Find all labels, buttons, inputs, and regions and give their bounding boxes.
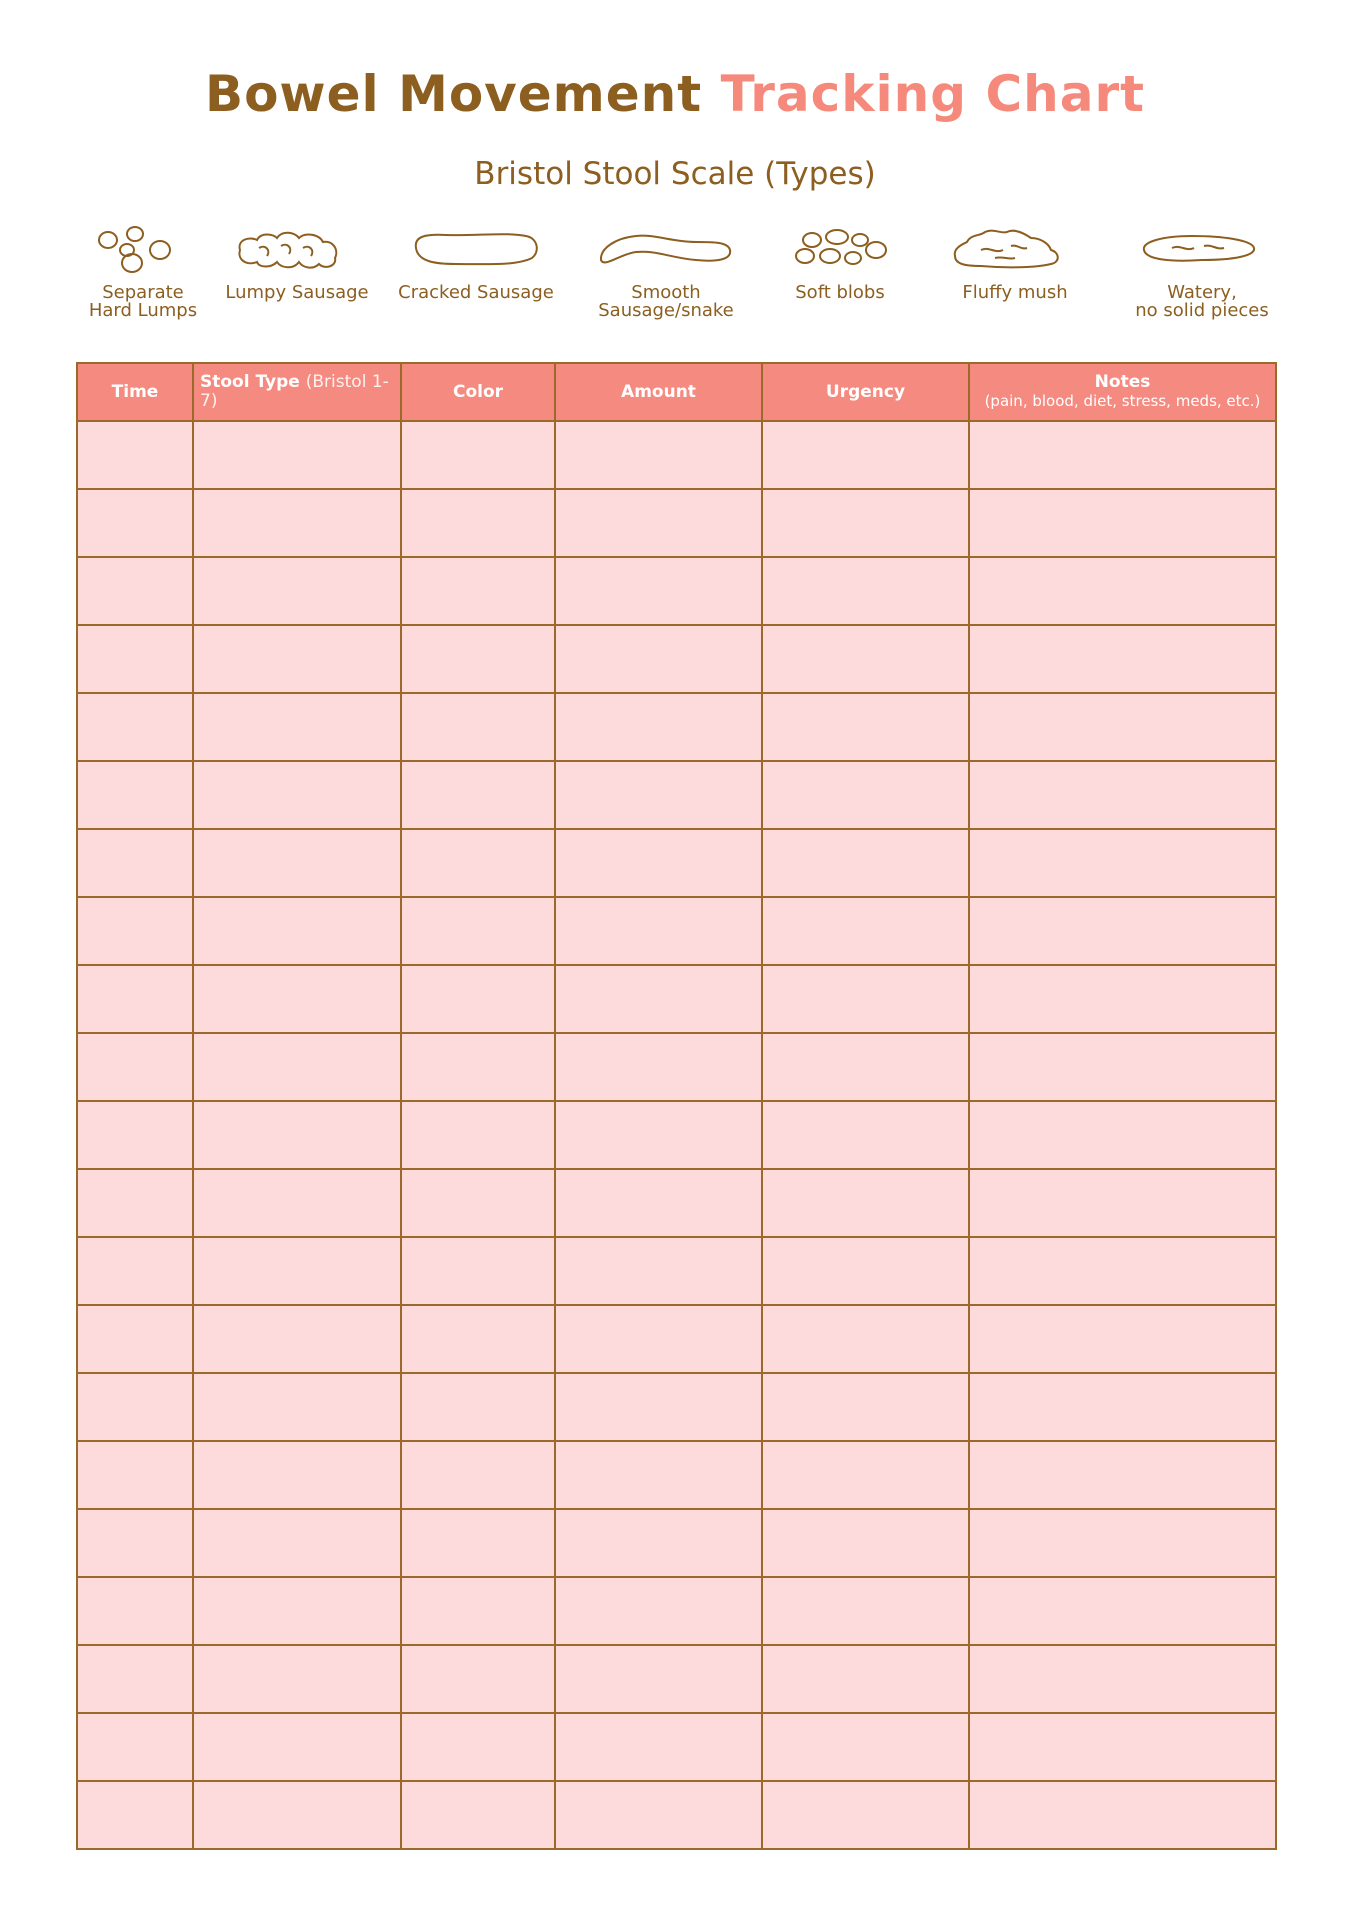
stool-type-label: Soft blobs	[795, 282, 885, 303]
fluffy-mush-icon	[925, 220, 1105, 280]
cell-color[interactable]	[401, 1713, 555, 1781]
cell-color[interactable]	[401, 693, 555, 761]
cell-notes[interactable]	[969, 1713, 1276, 1781]
cell-stool-type[interactable]	[193, 1441, 401, 1509]
cell-notes[interactable]	[969, 557, 1276, 625]
header-urgency: Urgency	[762, 363, 969, 421]
cell-notes[interactable]	[969, 1373, 1276, 1441]
cell-time[interactable]	[77, 625, 193, 693]
cell-color[interactable]	[401, 489, 555, 557]
cell-stool-type[interactable]	[193, 897, 401, 965]
cell-notes[interactable]	[969, 1033, 1276, 1101]
cell-time[interactable]	[77, 1577, 193, 1645]
cell-stool-type[interactable]	[193, 1373, 401, 1441]
cell-stool-type[interactable]	[193, 421, 401, 489]
cell-notes[interactable]	[969, 1237, 1276, 1305]
cell-amount[interactable]	[555, 761, 762, 829]
header-stool-type-label: Stool Type	[200, 372, 300, 392]
cell-color[interactable]	[401, 829, 555, 897]
cell-stool-type[interactable]	[193, 1101, 401, 1169]
cell-notes[interactable]	[969, 1781, 1276, 1849]
cell-color[interactable]	[401, 1645, 555, 1713]
cell-amount[interactable]	[555, 1305, 762, 1373]
table-row	[77, 829, 1276, 897]
stool-type-3	[386, 220, 566, 335]
stool-type-label: Lumpy Sausage	[225, 282, 369, 303]
stool-type-label: Watery, no solid pieces	[1135, 282, 1269, 321]
title-part-1: Bowel Movement	[204, 65, 703, 123]
table-row	[77, 1373, 1276, 1441]
cell-urgency[interactable]	[762, 1305, 969, 1373]
cell-amount[interactable]	[555, 693, 762, 761]
cell-amount[interactable]	[555, 1169, 762, 1237]
header-stool-type	[193, 363, 401, 421]
table-row	[77, 1101, 1276, 1169]
table-row	[77, 421, 1276, 489]
cell-amount[interactable]	[555, 1645, 762, 1713]
cell-urgency[interactable]	[762, 1441, 969, 1509]
soft-blobs-icon	[750, 220, 930, 280]
header-notes	[969, 363, 1276, 421]
title-part-2: Tracking Chart	[720, 65, 1146, 123]
cell-notes[interactable]	[969, 1101, 1276, 1169]
cell-stool-type[interactable]	[193, 625, 401, 693]
cell-urgency[interactable]	[762, 829, 969, 897]
cell-time[interactable]	[77, 1781, 193, 1849]
cell-notes[interactable]	[969, 829, 1276, 897]
cell-urgency[interactable]	[762, 693, 969, 761]
cell-urgency[interactable]	[762, 421, 969, 489]
cell-color[interactable]	[401, 761, 555, 829]
cell-time[interactable]	[77, 1713, 193, 1781]
cell-notes[interactable]	[969, 1509, 1276, 1577]
table-row	[77, 1645, 1276, 1713]
cell-color[interactable]	[401, 965, 555, 1033]
page-title	[0, 62, 1350, 126]
table-row	[77, 1509, 1276, 1577]
cell-amount[interactable]	[555, 1441, 762, 1509]
cell-color[interactable]	[401, 1237, 555, 1305]
header-amount: Amount	[555, 363, 762, 421]
watery-icon	[1112, 220, 1292, 280]
cell-amount[interactable]	[555, 1509, 762, 1577]
table-row	[77, 1577, 1276, 1645]
stool-type-6	[925, 220, 1105, 335]
cell-stool-type[interactable]	[193, 1713, 401, 1781]
cell-urgency[interactable]	[762, 625, 969, 693]
cell-stool-type[interactable]	[193, 1033, 401, 1101]
cell-color[interactable]	[401, 1169, 555, 1237]
cell-amount[interactable]	[555, 1713, 762, 1781]
table-row	[77, 693, 1276, 761]
cell-amount[interactable]	[555, 829, 762, 897]
cell-urgency[interactable]	[762, 897, 969, 965]
cell-amount[interactable]	[555, 1781, 762, 1849]
cell-notes[interactable]	[969, 1577, 1276, 1645]
scale-subtitle: Bristol Stool Scale (Types)	[474, 156, 876, 192]
table-row	[77, 1169, 1276, 1237]
cell-time[interactable]	[77, 829, 193, 897]
cell-color[interactable]	[401, 1781, 555, 1849]
cell-urgency[interactable]	[762, 1237, 969, 1305]
cell-urgency[interactable]	[762, 1373, 969, 1441]
cell-stool-type[interactable]	[193, 1645, 401, 1713]
cell-notes[interactable]	[969, 421, 1276, 489]
cell-urgency[interactable]	[762, 965, 969, 1033]
table-body	[77, 421, 1276, 1849]
cell-notes[interactable]	[969, 897, 1276, 965]
cell-time[interactable]	[77, 761, 193, 829]
stool-type-4	[576, 220, 756, 335]
cell-amount[interactable]	[555, 965, 762, 1033]
cell-urgency[interactable]	[762, 1713, 969, 1781]
stool-types-legend	[0, 220, 1350, 335]
cell-urgency[interactable]	[762, 1509, 969, 1577]
cell-stool-type[interactable]	[193, 1577, 401, 1645]
stool-type-7	[1112, 220, 1292, 335]
cell-notes[interactable]	[969, 761, 1276, 829]
stool-type-label: Smooth Sausage/snake	[598, 282, 734, 321]
cell-notes[interactable]	[969, 1169, 1276, 1237]
cell-notes[interactable]	[969, 1305, 1276, 1373]
stool-type-2	[207, 220, 387, 335]
cell-amount[interactable]	[555, 1237, 762, 1305]
cell-time[interactable]	[77, 965, 193, 1033]
cell-urgency[interactable]	[762, 1645, 969, 1713]
cell-amount[interactable]	[555, 897, 762, 965]
stool-type-label: Separate Hard Lumps	[88, 282, 198, 321]
cell-color[interactable]	[401, 625, 555, 693]
cell-urgency[interactable]	[762, 1101, 969, 1169]
stool-type-1	[53, 220, 233, 335]
table-row	[77, 897, 1276, 965]
cell-amount[interactable]	[555, 557, 762, 625]
cell-stool-type[interactable]	[193, 761, 401, 829]
cell-time[interactable]	[77, 489, 193, 557]
cell-amount[interactable]	[555, 1577, 762, 1645]
cell-amount[interactable]	[555, 489, 762, 557]
table-row	[77, 489, 1276, 557]
cell-urgency[interactable]	[762, 489, 969, 557]
table-row	[77, 1305, 1276, 1373]
table-row	[77, 557, 1276, 625]
cell-color[interactable]	[401, 1305, 555, 1373]
cell-time[interactable]	[77, 1237, 193, 1305]
cell-time[interactable]	[77, 1441, 193, 1509]
cell-stool-type[interactable]	[193, 1305, 401, 1373]
cell-urgency[interactable]	[762, 761, 969, 829]
cell-time[interactable]	[77, 1305, 193, 1373]
cell-time[interactable]	[77, 421, 193, 489]
cell-stool-type[interactable]	[193, 693, 401, 761]
tracking-table	[76, 362, 1277, 1850]
cell-amount[interactable]	[555, 625, 762, 693]
cell-time[interactable]	[77, 1509, 193, 1577]
cell-urgency[interactable]	[762, 1033, 969, 1101]
cell-notes[interactable]	[969, 1441, 1276, 1509]
header-notes-sub: (pain, blood, diet, stress, meds, etc.)	[984, 392, 1261, 410]
cell-time[interactable]	[77, 1033, 193, 1101]
header-time: Time	[77, 363, 193, 421]
cracked-sausage-icon	[386, 220, 566, 280]
cell-color[interactable]	[401, 1033, 555, 1101]
cell-stool-type[interactable]	[193, 1509, 401, 1577]
table-row	[77, 625, 1276, 693]
cell-notes[interactable]	[969, 489, 1276, 557]
cell-color[interactable]	[401, 1577, 555, 1645]
cell-amount[interactable]	[555, 1101, 762, 1169]
cell-time[interactable]	[77, 1101, 193, 1169]
cell-time[interactable]	[77, 693, 193, 761]
cell-notes[interactable]	[969, 625, 1276, 693]
cell-color[interactable]	[401, 421, 555, 489]
cell-color[interactable]	[401, 557, 555, 625]
cell-amount[interactable]	[555, 1373, 762, 1441]
cell-amount[interactable]	[555, 1033, 762, 1101]
cell-amount[interactable]	[555, 421, 762, 489]
stool-type-label: Fluffy mush	[962, 282, 1068, 303]
cell-color[interactable]	[401, 1373, 555, 1441]
cell-stool-type[interactable]	[193, 1169, 401, 1237]
stool-type-5	[750, 220, 930, 335]
cell-stool-type[interactable]	[193, 829, 401, 897]
smooth-sausage-icon	[576, 220, 756, 280]
cell-stool-type[interactable]	[193, 965, 401, 1033]
cell-time[interactable]	[77, 557, 193, 625]
table-row	[77, 1781, 1276, 1849]
cell-time[interactable]	[77, 1373, 193, 1441]
cell-color[interactable]	[401, 1509, 555, 1577]
cell-notes[interactable]	[969, 965, 1276, 1033]
cell-time[interactable]	[77, 1169, 193, 1237]
table-row	[77, 965, 1276, 1033]
cell-time[interactable]	[77, 897, 193, 965]
cell-color[interactable]	[401, 1441, 555, 1509]
cell-notes[interactable]	[969, 693, 1276, 761]
cell-urgency[interactable]	[762, 1577, 969, 1645]
cell-urgency[interactable]	[762, 557, 969, 625]
cell-stool-type[interactable]	[193, 557, 401, 625]
lumpy-sausage-icon	[207, 220, 387, 280]
table-row	[77, 1441, 1276, 1509]
table-row	[77, 1713, 1276, 1781]
cell-urgency[interactable]	[762, 1781, 969, 1849]
stool-type-label: Cracked Sausage	[398, 282, 554, 303]
table-header-row	[77, 363, 1276, 421]
cell-urgency[interactable]	[762, 1169, 969, 1237]
cell-stool-type[interactable]	[193, 489, 401, 557]
separate-hard-lumps-icon	[53, 220, 233, 280]
cell-color[interactable]	[401, 1101, 555, 1169]
header-notes-label: Notes	[1094, 372, 1151, 392]
table-row	[77, 1237, 1276, 1305]
table-row	[77, 761, 1276, 829]
cell-stool-type[interactable]	[193, 1781, 401, 1849]
table-row	[77, 1033, 1276, 1101]
header-stool-type-sub: (Bristol 1-7)	[200, 372, 389, 411]
header-color: Color	[401, 363, 555, 421]
cell-time[interactable]	[77, 1645, 193, 1713]
cell-notes[interactable]	[969, 1645, 1276, 1713]
cell-color[interactable]	[401, 897, 555, 965]
cell-stool-type[interactable]	[193, 1237, 401, 1305]
